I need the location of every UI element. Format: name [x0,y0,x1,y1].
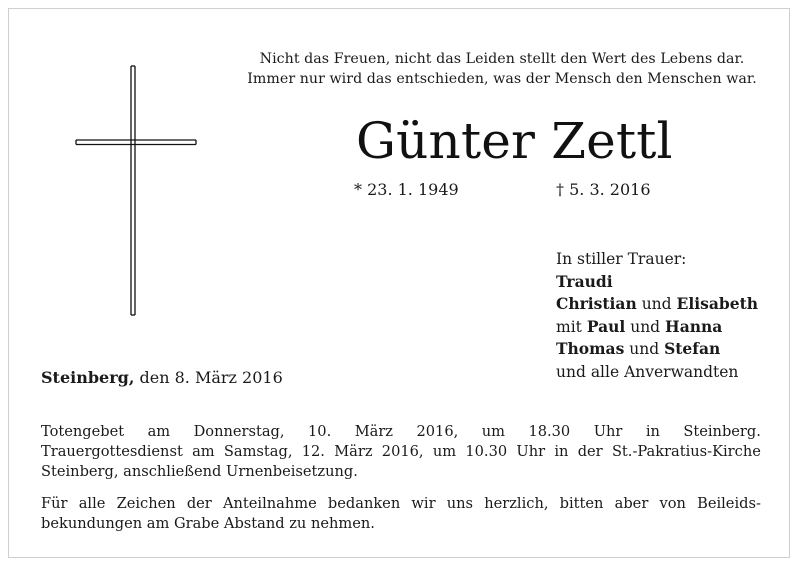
word: am [147,423,171,440]
word: 18.30 [528,423,571,440]
word: der [186,495,212,512]
word: 2016, [381,443,424,460]
word: 10. [308,423,332,440]
word: Uhr [593,423,623,440]
word: Donnerstag, [193,423,285,440]
mourner-line: und alle Anverwandten [556,362,739,381]
place-date [41,366,283,390]
quote-line: Nicht das Freuen, nicht das Leiden stellt den Wert des Lebens dar. [259,51,745,67]
word: bedanken [327,495,401,512]
word: Steinberg. [683,423,761,440]
mourner-name: Thomas [556,339,625,359]
word: Samstag, [223,443,293,460]
joiner-text: und [641,295,672,314]
word: um [481,423,505,440]
word: Für [41,495,68,512]
word: Beileids- [697,495,761,512]
mourner-name: Hanna [665,316,723,336]
word: März [334,443,373,460]
thanks-text [41,494,761,534]
mourner-name: Christian [556,294,637,314]
word: 10.30 [465,443,508,460]
memorial-quote [240,49,764,89]
joiner-text: und [630,317,661,336]
word: März [354,423,393,440]
service-line-3: Steinberg, anschließend Urnenbeisetzung. [41,463,358,480]
word: um [432,443,457,460]
word: 2016, [416,423,459,440]
word: Zeichen [116,495,176,512]
mourner-name: Paul [586,316,626,336]
mourner-name: Elisabeth [676,294,759,314]
death-date: † 5. 3. 2016 [556,180,651,199]
word: Totengebet [41,423,125,440]
word: 12. [301,443,325,460]
thanks-line-1 [41,494,761,514]
service-line-2 [41,442,761,462]
quote-line: Immer nur wird das entschieden, was der Mensch den Menschen war. [247,71,757,87]
word: uns [446,495,474,512]
place-name: Steinberg, [41,368,135,387]
word: St.-Pakratius-Kirche [611,443,761,460]
prefix-text: mit [556,317,582,336]
word: aber [614,495,649,512]
service-line-1 [41,422,761,442]
word: in [645,423,660,440]
mourner-line [556,271,758,294]
word: in [554,443,569,460]
birth-date: * 23. 1. 1949 [354,180,459,199]
word: von [659,495,686,512]
word: herzlich, [484,495,549,512]
word: am [192,443,215,460]
mourners-list [556,248,758,384]
word: alle [78,495,106,512]
mourner-name: Stefan [664,339,721,359]
mourner-line [556,316,758,339]
word: bitten [559,495,604,512]
mourner-name: Traudi [556,271,613,291]
word: Anteilnahme [222,495,317,512]
notice-date: den 8. März 2016 [139,368,283,387]
service-details [41,422,761,482]
joiner-text: und [629,340,660,359]
word: der [577,443,603,460]
mourners-intro: In stiller Trauer: [556,250,687,268]
mourner-line [556,293,758,316]
thanks-line-2: bekundungen am Grabe Abstand zu nehmen. [41,515,375,532]
deceased-name: Günter Zettl [356,112,673,170]
word: wir [411,495,436,512]
mourner-line [556,338,758,361]
word: Trauergottesdienst [41,443,183,460]
word: Uhr [516,443,546,460]
